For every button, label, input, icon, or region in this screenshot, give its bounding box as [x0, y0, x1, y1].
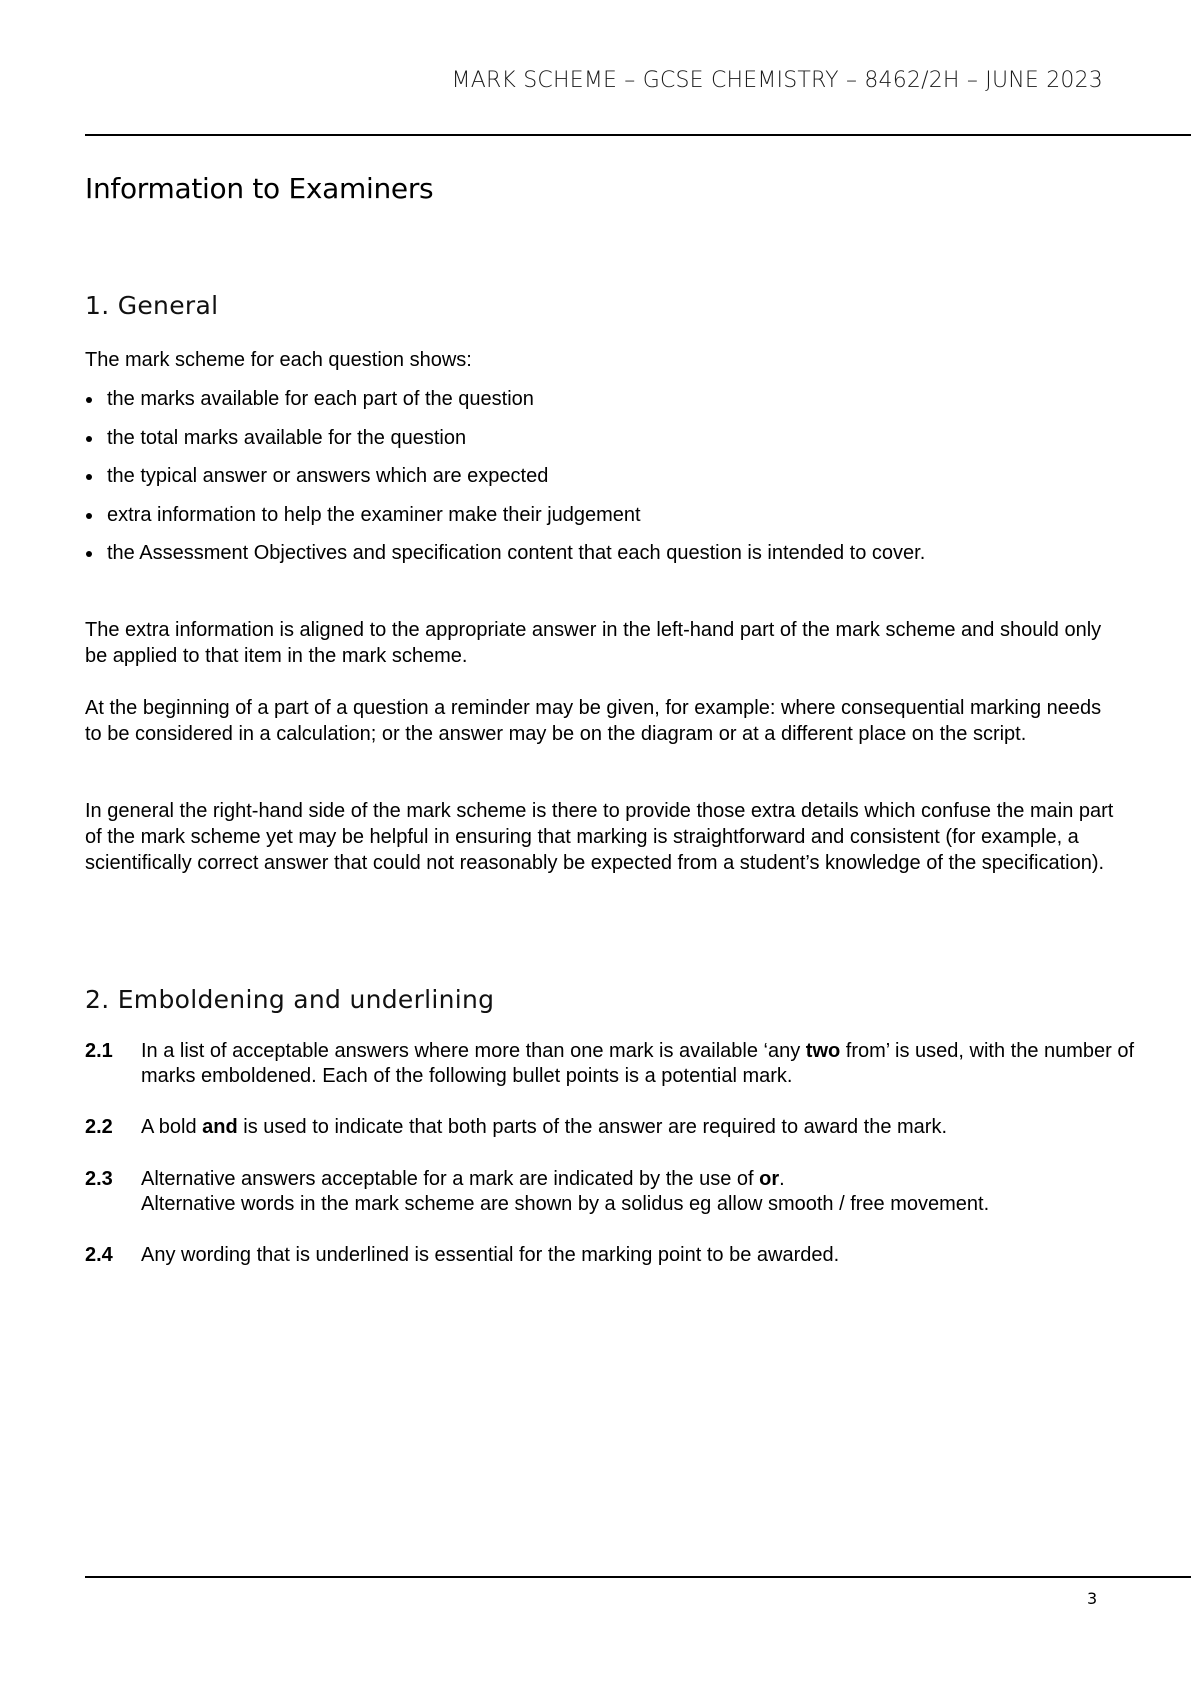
list-item-text: the marks available for each part of the question	[107, 388, 534, 410]
bullet-list	[85, 386, 925, 579]
list-item	[85, 386, 925, 425]
rule-bold-word: and	[202, 1116, 238, 1138]
list-item	[85, 425, 925, 464]
list-item-text: the typical answer or answers which are expected	[107, 465, 549, 487]
bullet-icon	[86, 474, 92, 480]
rule-bold-word: two	[805, 1040, 841, 1062]
rule-text-part: is used to indicate that both parts of the answer are required to award the mark.	[237, 1116, 948, 1138]
bullet-icon	[86, 436, 92, 442]
bullet-icon	[86, 551, 92, 557]
section-heading-general: 1. General	[85, 291, 219, 320]
bullet-icon	[86, 513, 92, 519]
rule-number: 2.2	[85, 1116, 113, 1138]
rule-number: 2.4	[85, 1244, 113, 1266]
rule-text	[141, 1167, 1141, 1217]
reminder-paragraph: At the beginning of a part of a question a reminder may be given, for example: where consequential marking needs to be considered in a calculation; or the answer may be on the diagram or at a different place on the script.	[85, 697, 1102, 745]
list-item-text: the total marks available for the question	[107, 426, 467, 449]
header-rule	[85, 134, 1191, 136]
right-hand-side-paragraph: In general the right-hand side of the mark scheme is there to provide those extra details which confuse the main part of the mark scheme yet may be helpful in ensuring that marking is straightforward and consistent (for example, a scientifically correct answer that could not reasonably be expected from a student’s knowledge of the specification).	[85, 800, 1114, 874]
extra-info-paragraph: The extra information is aligned to the appropriate answer in the left-hand part of the mark scheme and should only be applied to that item in the mark scheme.	[85, 619, 1102, 667]
list-item-text: the Assessment Objectives and specification content that each question is intended to cover.	[107, 542, 926, 564]
intro-paragraph: The mark scheme for each question shows:	[85, 349, 472, 371]
rule-text-part: In a list of acceptable answers where more than one mark is available ‘any	[141, 1040, 806, 1062]
rule-text	[141, 1115, 1141, 1140]
footer-rule	[85, 1576, 1191, 1578]
list-item	[85, 540, 925, 579]
rule-text	[141, 1039, 1141, 1089]
list-item	[85, 463, 925, 502]
list-item-text: extra information to help the examiner make their judgement	[107, 503, 641, 526]
list-item	[85, 502, 925, 541]
page-number: 3	[1087, 1589, 1098, 1608]
rule-bold-word: or	[759, 1168, 780, 1190]
rule-text: Any wording that is underlined is essential for the marking point to be awarded.	[141, 1244, 840, 1266]
bullet-icon	[86, 397, 92, 403]
rule-text-part: A bold	[141, 1116, 203, 1138]
rule-text-part: Alternative answers acceptable for a mark are indicated by the use of	[141, 1168, 760, 1190]
rule-text-part: .	[779, 1168, 785, 1190]
page-title: Information to Examiners	[85, 172, 434, 205]
rule-text-part: from’ is used, with the number of marks emboldened. Each of the following bullet points is a potential mark.	[141, 1040, 1135, 1087]
rule-text-line2: Alternative words in the mark scheme are shown by a solidus eg allow smooth / free movement.	[141, 1193, 990, 1215]
section-heading-emboldening: 2. Emboldening and underlining	[85, 985, 495, 1014]
running-header: MARK SCHEME – GCSE CHEMISTRY – 8462/2H – JUNE 2023	[451, 68, 1103, 93]
rule-number: 2.1	[85, 1040, 113, 1062]
rule-number: 2.3	[85, 1168, 113, 1190]
